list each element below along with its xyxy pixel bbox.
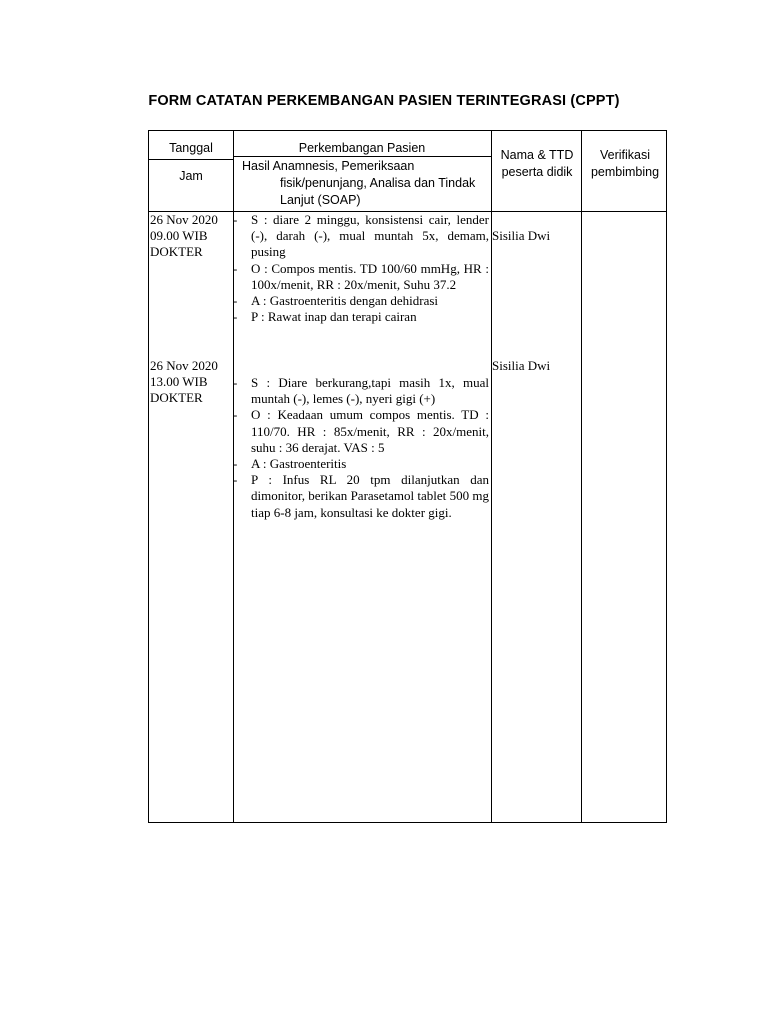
soap-list bbox=[233, 375, 489, 521]
soap-item: - S : Diare berkurang,tapi masih 1x, mual muntah (-), lemes (-), nyeri gigi (+) bbox=[233, 375, 489, 407]
entry-student-name: Sisilia Dwi bbox=[492, 228, 551, 243]
header-jam: Jam bbox=[179, 169, 203, 183]
soap-item: - O : Compos mentis. TD 100/60 mmHg, HR : 100x/menit, RR : 20x/menit, Suhu 37.2 bbox=[233, 260, 489, 292]
entry-time: 13.00 WIB bbox=[150, 374, 208, 390]
header-verifikasi: Verifikasi pembimbing bbox=[590, 148, 660, 179]
soap-objective: O : Keadaan umum compos mentis. TD : 110/70. HR : 85x/menit, RR : 20x/menit, suhu : 36 derajat. VAS : 5 bbox=[251, 407, 489, 455]
soap-item: - A : Gastroenteritis bbox=[233, 456, 347, 472]
header-tanggal: Tanggal bbox=[169, 141, 213, 155]
cppt-table bbox=[148, 130, 667, 823]
entry-datetime bbox=[150, 358, 218, 407]
entry-datetime bbox=[150, 212, 218, 261]
header-soap-line2: fisik/penunjang, Analisa dan Tindak bbox=[280, 176, 476, 190]
soap-item: - P : Infus RL 20 tpm dilanjutkan dan dimonitor, berikan Parasetamol tablet 500 mg tiap 6-8 jam, konsultasi ke dokter gigi. bbox=[233, 472, 489, 520]
entry-time: 09.00 WIB bbox=[150, 228, 208, 244]
column-divider bbox=[581, 131, 582, 822]
document-title: FORM CATATAN PERKEMBANGAN PASIEN TERINTEGRASI (CPPT) bbox=[148, 93, 620, 109]
soap-assessment: A : Gastroenteritis bbox=[251, 456, 347, 472]
soap-subjective: S : Diare berkurang,tapi masih 1x, mual muntah (-), lemes (-), nyeri gigi (+) bbox=[251, 375, 489, 407]
header-soap-line1: Hasil Anamnesis, Pemeriksaan bbox=[242, 159, 415, 173]
soap-assessment: A : Gastroenteritis dengan dehidrasi bbox=[251, 293, 439, 309]
header-nama-ttd: Nama & TTD peserta didik bbox=[500, 148, 574, 179]
soap-objective: O : Compos mentis. TD 100/60 mmHg, HR : 100x/menit, RR : 20x/menit, Suhu 37.2 bbox=[251, 260, 489, 292]
soap-subjective: S : diare 2 minggu, konsistensi cair, lender (-), darah (-), mual muntah 5x, demam, pusing bbox=[251, 212, 489, 260]
row-divider bbox=[149, 159, 233, 160]
entry-role: DOKTER bbox=[150, 390, 203, 406]
entry-date: 26 Nov 2020 bbox=[150, 358, 218, 373]
row-divider bbox=[233, 156, 491, 157]
entry-role: DOKTER bbox=[150, 244, 203, 260]
entry-date: 26 Nov 2020 bbox=[150, 212, 218, 227]
soap-item: - A : Gastroenteritis dengan dehidrasi bbox=[233, 293, 439, 309]
soap-item: - P : Rawat inap dan terapi cairan bbox=[233, 309, 417, 325]
soap-list bbox=[233, 212, 489, 325]
header-perkembangan: Perkembangan Pasien bbox=[298, 141, 426, 155]
soap-item: - O : Keadaan umum compos mentis. TD : 110/70. HR : 85x/menit, RR : 20x/menit, suhu : 36 derajat. VAS : 5 bbox=[233, 407, 489, 455]
soap-plan: P : Infus RL 20 tpm dilanjutkan dan dimonitor, berikan Parasetamol tablet 500 mg tiap 6-8 jam, konsultasi ke dokter gigi. bbox=[251, 472, 489, 520]
header-soap-line3: Lanjut (SOAP) bbox=[280, 193, 361, 207]
soap-item: - S : diare 2 minggu, konsistensi cair, lender (-), darah (-), mual muntah 5x, demam, pusing bbox=[233, 212, 489, 260]
entry-student-name: Sisilia Dwi bbox=[492, 358, 551, 373]
soap-plan: P : Rawat inap dan terapi cairan bbox=[251, 309, 417, 325]
